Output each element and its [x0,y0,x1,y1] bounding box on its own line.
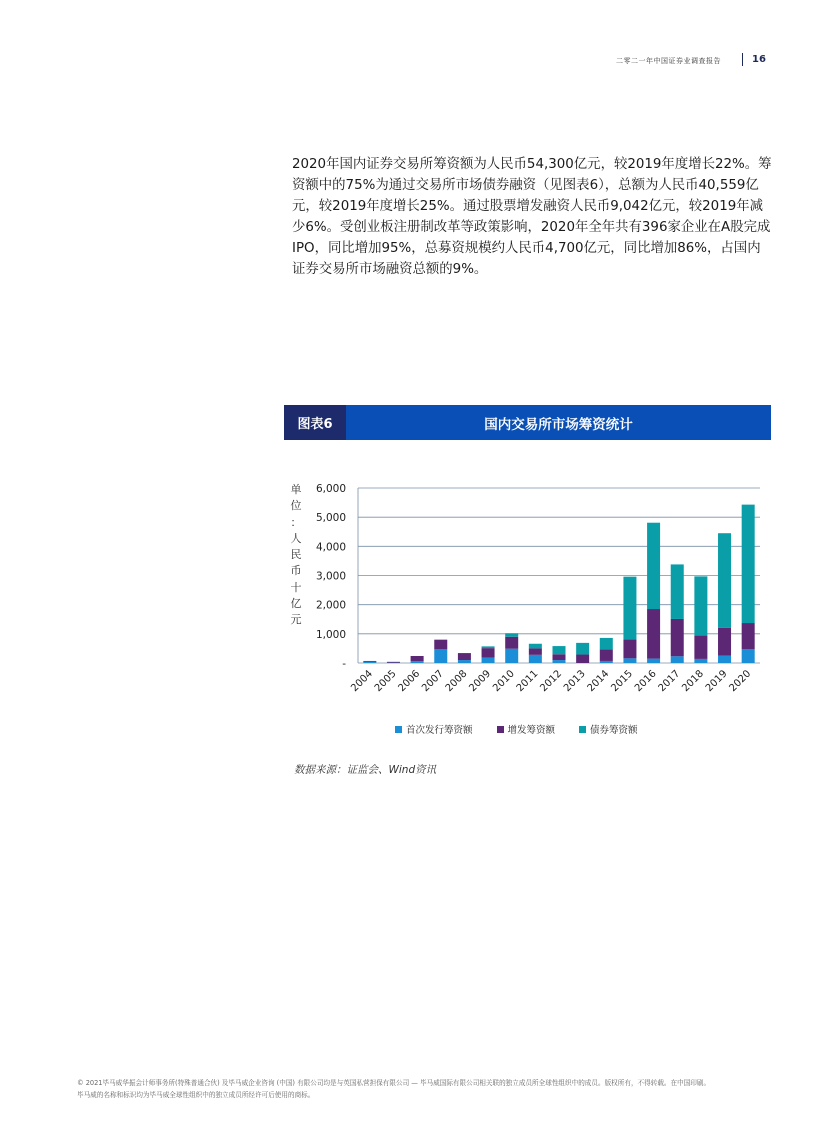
bar-segment-bond [482,646,495,648]
x-tick-label: 2019 [703,668,730,695]
bar-segment-secondary [647,609,660,659]
bar-segment-secondary [505,637,518,649]
x-tick-label: 2005 [372,668,399,695]
footer-copyright: © 2021毕马威华振会计师事务所(特殊普通合伙) 及毕马威企业咨询 (中国) 有限公司均是与英国私营担保有限公司 — 毕马威国际有限公司相关联的独立成员所全球性组织中的成员。版权所有，不得转载。在中国印刷。 [77,1079,711,1087]
bar-segment-ipo [458,660,471,663]
bar-segment-secondary [387,662,400,663]
y-tick-label: 1,000 [315,628,346,641]
bar-segment-secondary [434,640,447,649]
legend-item-ipo [395,722,473,736]
x-tick-label: 2013 [561,668,588,695]
x-tick-label: 2017 [656,668,683,695]
y-tick-label: 5,000 [315,512,346,525]
x-tick-label: 2009 [467,668,494,695]
stacked-bar-chart [300,475,770,710]
y-tick-label: 2,000 [315,599,346,612]
bar-segment-ipo [694,659,707,663]
data-source-note: 数据来源：证监会、Wind资讯 [294,764,437,776]
x-tick-label: 2007 [420,668,446,695]
x-tick-label: 2004 [349,668,375,695]
bar-segment-bond [529,644,542,649]
legend-swatch [579,726,586,733]
unit-char: 亿 [290,597,302,611]
bar-segment-bond [505,633,518,637]
bar-segment-ipo [411,661,424,663]
x-tick-label: 2008 [443,668,470,695]
body-paragraph: 2020年国内证券交易所筹资额为人民币54,300亿元，较2019年度增长22%。筹资额中的75%为通过交易所市场债券融资（见图表6），总额为人民币40,559亿元，较2019年度增长25%。通过股票增发融资人民币9,042亿元，较2019年减少6%。受创业板注册制改革等政策影响，2020年全年共有396家企业在A股完成IPO，同比增加95%，总募资规模约人民币4,700亿元，同比增加86%，占国内证券交易所市场融资总额的9%。 [292,157,772,277]
x-tick-label: 2015 [609,668,636,695]
x-tick-label: 2006 [396,668,423,695]
x-tick-label: 2018 [680,668,707,695]
bar-segment-secondary [458,653,471,660]
legend-label: 增发筹资额 [507,725,556,736]
y-tick-label: - [342,658,346,670]
figure-label: 图表6 [284,405,346,440]
bar-segment-ipo [718,656,731,663]
unit-char: 位 [290,499,302,513]
x-tick-label: 2020 [727,668,754,695]
unit-char: 币 [290,564,302,578]
unit-char: 单 [290,483,302,496]
bar-segment-ipo [434,649,447,663]
x-tick-label: 2010 [491,668,517,695]
unit-char: 十 [290,580,302,594]
x-tick-label: 2011 [514,668,541,695]
legend-label: 首次发行筹资额 [406,725,473,736]
unit-char: 民 [290,548,302,562]
legend-swatch [497,726,504,733]
chart-legend [395,722,638,736]
bar-segment-secondary [671,619,684,656]
bar-segment-ipo [742,649,755,663]
bar-segment-bond [576,643,589,655]
bar-segment-bond [600,638,613,649]
footer [77,1077,777,1101]
bar-segment-secondary [576,655,589,663]
bar-segment-bond [718,533,731,628]
x-tick-label: 2014 [585,668,612,695]
bar-segment-secondary [742,623,755,649]
bar-segment-ipo [623,658,636,663]
legend-item-secondary [497,722,556,736]
bar-segment-secondary [363,661,376,662]
bar-segment-ipo [482,657,495,663]
bar-segment-bond [694,576,707,635]
x-tick-label: 2012 [538,668,565,695]
bar-segment-secondary [482,648,495,657]
unit-char: 元 [290,613,302,627]
figure-title: 国内交易所市场筹资统计 [484,416,633,433]
bar-segment-ipo [552,660,565,663]
legend-item-bond [579,722,638,736]
bar-segment-secondary [411,656,424,661]
bar-segment-secondary [600,649,613,661]
y-tick-label: 4,000 [315,541,346,554]
bar-segment-ipo [671,656,684,663]
bar-segment-bond [671,564,684,619]
report-title: 二零二一年中国证券业调查报告 [616,57,721,65]
bar-segment-secondary [529,648,542,654]
bar-segment-ipo [529,655,542,663]
bar-segment-ipo [505,649,518,663]
figure-banner [284,405,771,440]
bar-segment-ipo [647,659,660,663]
header-divider [742,53,743,66]
legend-swatch [395,726,402,733]
bar-segment-secondary [623,639,636,658]
y-tick-label: 3,000 [315,570,346,583]
y-tick-label: 6,000 [315,483,346,495]
bar-segment-bond [647,523,660,609]
bar-segment-bond [552,646,565,654]
legend-label: 债券筹资额 [590,725,638,736]
bar-segment-ipo [600,661,613,663]
bar-segment-bond [623,577,636,640]
footer-trademark: 毕马威的名称和标识均为毕马威全球性组织中的独立成员所经许可后使用的商标。 [77,1091,315,1099]
bar-segment-bond [742,505,755,623]
page-number: 16 [752,54,766,65]
bar-segment-ipo [363,662,376,663]
bar-segment-secondary [552,654,565,660]
unit-char: ： [290,515,302,529]
x-tick-label: 2016 [632,668,659,695]
bar-segment-secondary [718,628,731,656]
bar-segment-secondary [694,636,707,659]
unit-char: 人 [290,531,302,545]
